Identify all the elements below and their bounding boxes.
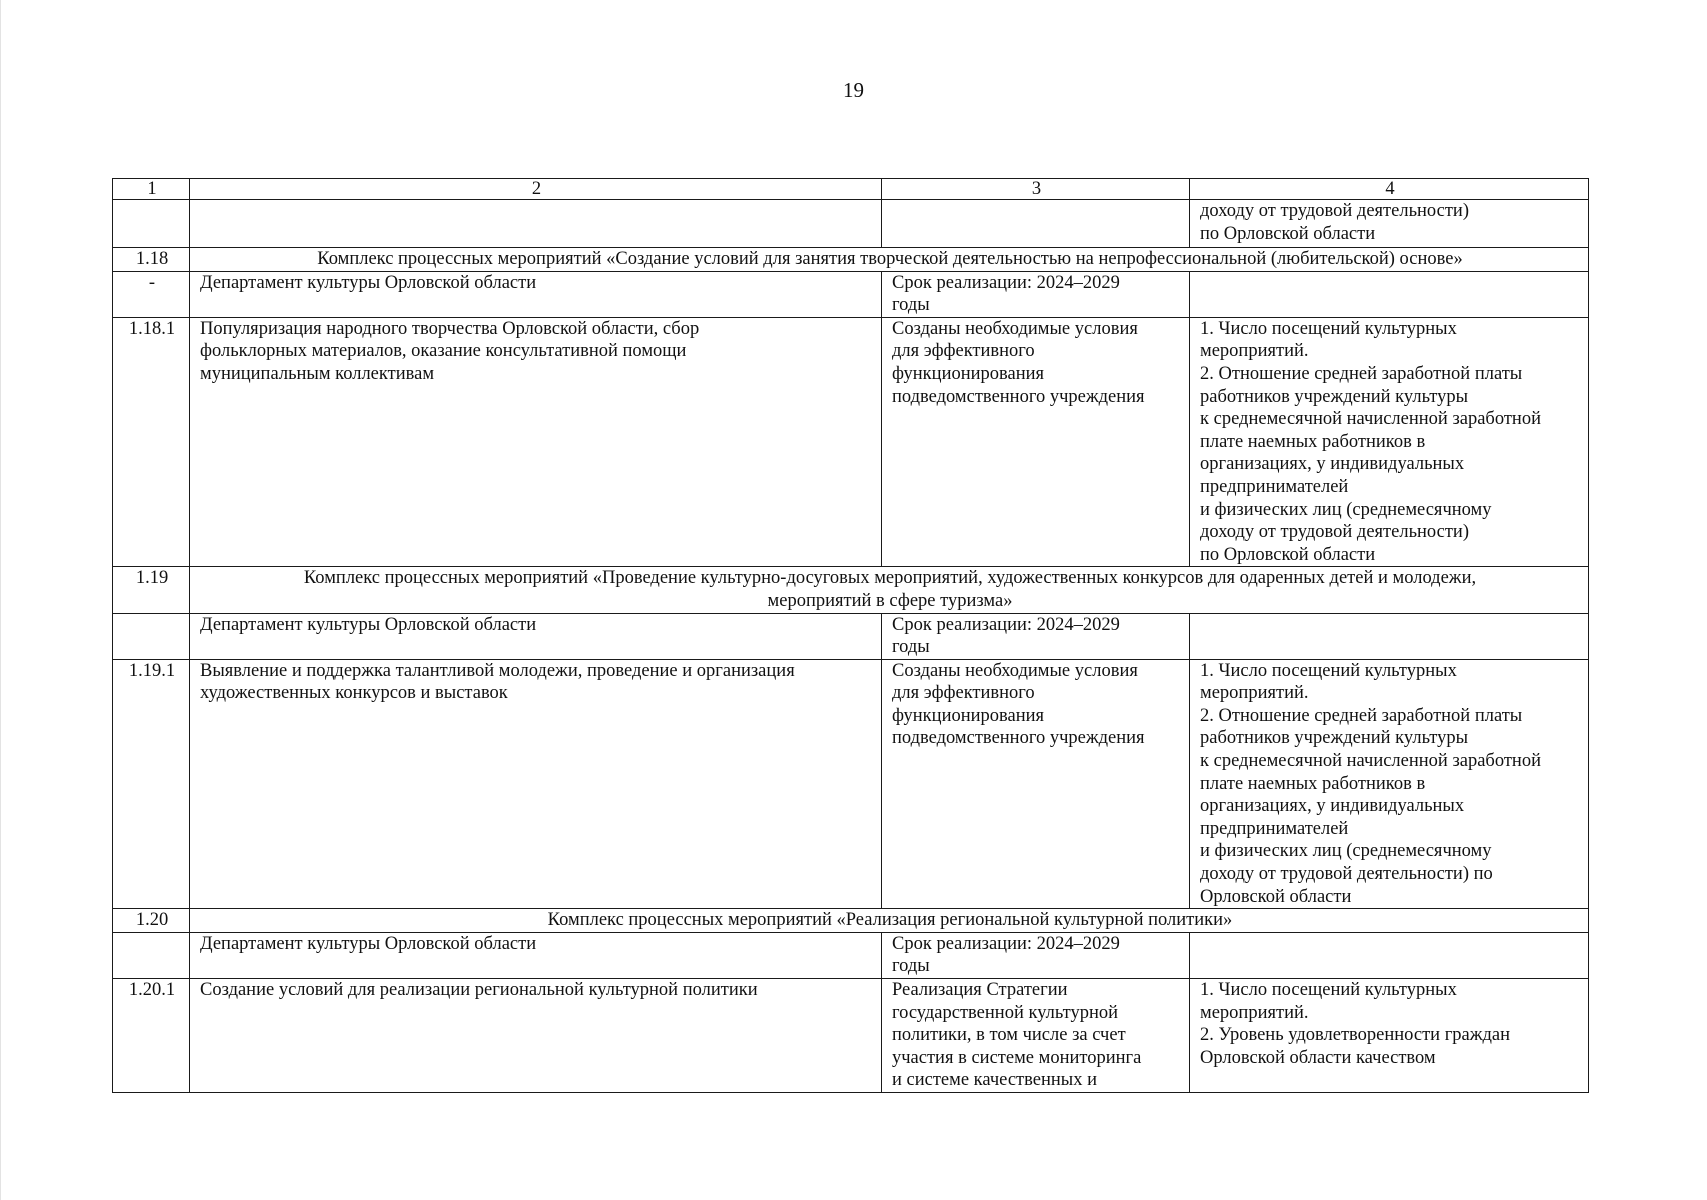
department-name: Департамент культуры Орловской области: [190, 613, 882, 659]
indicator-line: 2. Отношение средней заработной платы: [1200, 363, 1523, 384]
empty-indicators-cell: [1190, 271, 1589, 317]
indicator-line: доходу от трудовой деятельности): [1200, 201, 1469, 221]
task-line: фольклорных материалов, оказание консультативной помощи: [200, 341, 687, 362]
section-title-line: мероприятий в сфере туризма»: [767, 590, 1013, 611]
result-line: подведомственного учреждения: [892, 728, 1145, 749]
department-name: Департамент культуры Орловской области: [190, 271, 882, 317]
empty-indicators-cell: [1190, 932, 1589, 978]
empty-indicators-cell: [1190, 613, 1589, 659]
term-line: Срок реализации: 2024–2029: [892, 933, 1120, 954]
department-num: -: [113, 271, 190, 317]
indicator-line: работников учреждений культуры: [1200, 728, 1469, 749]
item-row-1-20-1: [113, 979, 1589, 1093]
term-line: годы: [892, 295, 930, 316]
indicator-line: предпринимателей: [1200, 818, 1349, 839]
indicator-line: плате наемных работников в: [1200, 431, 1426, 452]
task-line: Популяризация народного творчества Орловской области, сбор: [200, 318, 700, 339]
result-line: для эффективного: [892, 683, 1035, 704]
indicator-line: 1. Число посещений культурных: [1200, 660, 1457, 681]
implementation-term: [882, 613, 1190, 659]
implementation-term: [882, 271, 1190, 317]
department-row-1-19: [113, 613, 1589, 659]
item-task: [190, 317, 882, 567]
result-line: государственной культурной: [892, 1002, 1118, 1023]
section-title: [190, 567, 1589, 613]
result-line: Созданы необходимые условия: [892, 318, 1138, 339]
indicator-line: 1. Число посещений культурных: [1200, 318, 1457, 339]
continuation-row: [113, 200, 1589, 248]
indicator-line: доходу от трудовой деятельности): [1200, 522, 1469, 543]
item-indicators: [1190, 659, 1589, 909]
indicator-line: по Орловской области: [1200, 544, 1376, 565]
indicator-line: 1. Число посещений культурных: [1200, 980, 1457, 1000]
indicator-line: 2. Уровень удовлетворенности граждан: [1200, 1025, 1511, 1046]
section-title: [190, 909, 1589, 933]
scan-edge: [0, 0, 4, 1200]
item-task: [190, 979, 882, 1093]
column-header-2: 2: [190, 179, 882, 200]
section-title-line: Комплекс процессных мероприятий «Реализация региональной культурной политики»: [547, 910, 1233, 931]
item-indicators: [1190, 979, 1589, 1093]
section-row-1-20: [113, 909, 1589, 933]
item-result: [882, 317, 1190, 567]
column-header-4: 4: [1190, 179, 1589, 200]
task-line: художественных конкурсов и выставок: [200, 683, 508, 704]
indicator-line: к среднемесячной начисленной заработной: [1200, 409, 1541, 430]
indicator-line: организациях, у индивидуальных: [1200, 454, 1465, 475]
item-row-1-18-1: [113, 317, 1589, 567]
page-number: 19: [843, 78, 864, 102]
department-name: Департамент культуры Орловской области: [190, 932, 882, 978]
result-line: Реализация Стратегии: [892, 980, 1068, 1000]
indicator-line: к среднемесячной начисленной заработной: [1200, 751, 1541, 772]
implementation-term: [882, 932, 1190, 978]
indicator-line: Орловской области: [1200, 886, 1352, 907]
result-line: участия в системе мониторинга: [892, 1047, 1142, 1068]
item-number: 1.20.1: [113, 979, 190, 1093]
indicator-line: по Орловской области: [1200, 223, 1376, 244]
indicator-line: мероприятий.: [1200, 341, 1309, 362]
item-number: 1.19.1: [113, 659, 190, 909]
task-line: Выявление и поддержка талантливой молодежи, проведение и организация: [200, 660, 795, 681]
task-line: Создание условий для реализации региональной культурной политики: [200, 980, 758, 1000]
indicator-line: предпринимателей: [1200, 476, 1349, 497]
indicator-line: мероприятий.: [1200, 683, 1309, 704]
indicator-line: и физических лиц (среднемесячному: [1200, 499, 1492, 520]
indicator-line: плате наемных работников в: [1200, 773, 1426, 794]
indicator-line: и физических лиц (среднемесячному: [1200, 841, 1492, 862]
department-num: [113, 932, 190, 978]
indicator-line: организациях, у индивидуальных: [1200, 796, 1465, 817]
indicator-line: мероприятий.: [1200, 1002, 1309, 1023]
program-table: [112, 178, 1589, 1093]
result-line: подведомственного учреждения: [892, 386, 1145, 407]
result-line: Созданы необходимые условия: [892, 660, 1138, 681]
column-header-3: 3: [882, 179, 1190, 200]
item-result: [882, 979, 1190, 1093]
indicator-line: 2. Отношение средней заработной платы: [1200, 705, 1523, 726]
section-title-line: Комплекс процессных мероприятий «Проведение культурно-досуговых мероприятий, художественных конкурсов для одаренных детей и молодежи,: [303, 568, 1477, 589]
item-indicators: [1190, 317, 1589, 567]
indicator-line: Орловской области качеством: [1200, 1047, 1436, 1068]
term-line: Срок реализации: 2024–2029: [892, 614, 1120, 635]
term-line: Срок реализации: 2024–2029: [892, 272, 1120, 293]
department-num: [113, 613, 190, 659]
result-line: для эффективного: [892, 341, 1035, 362]
section-row-1-18: [113, 248, 1589, 272]
result-line: и системе качественных и: [892, 1070, 1097, 1091]
section-row-1-19: [113, 567, 1589, 613]
term-line: годы: [892, 637, 930, 658]
department-row-1-18: [113, 271, 1589, 317]
section-title-line: Комплекс процессных мероприятий «Создание условий для занятия творческой деятельностью на непрофессиональной (любительской) основе»: [317, 249, 1463, 269]
item-row-1-19-1: [113, 659, 1589, 909]
continuation-indicators-cell: [1190, 200, 1589, 248]
section-number: 1.19: [113, 567, 190, 613]
result-line: политики, в том числе за счет: [892, 1025, 1126, 1046]
indicator-line: работников учреждений культуры: [1200, 386, 1469, 407]
section-number: 1.18: [113, 248, 190, 272]
item-number: 1.18.1: [113, 317, 190, 567]
section-title: [190, 248, 1589, 272]
task-line: муниципальным коллективам: [200, 363, 435, 384]
continuation-result-cell: [882, 200, 1190, 248]
result-line: функционирования: [892, 705, 1045, 726]
column-header-1: 1: [113, 179, 190, 200]
continuation-num-cell: [113, 200, 190, 248]
column-header-row: [113, 179, 1589, 200]
section-number: 1.20: [113, 909, 190, 933]
department-row-1-20: [113, 932, 1589, 978]
item-task: [190, 659, 882, 909]
indicator-line: доходу от трудовой деятельности) по: [1200, 864, 1493, 885]
term-line: годы: [892, 956, 930, 977]
continuation-task-cell: [190, 200, 882, 248]
result-line: функционирования: [892, 363, 1045, 384]
item-result: [882, 659, 1190, 909]
